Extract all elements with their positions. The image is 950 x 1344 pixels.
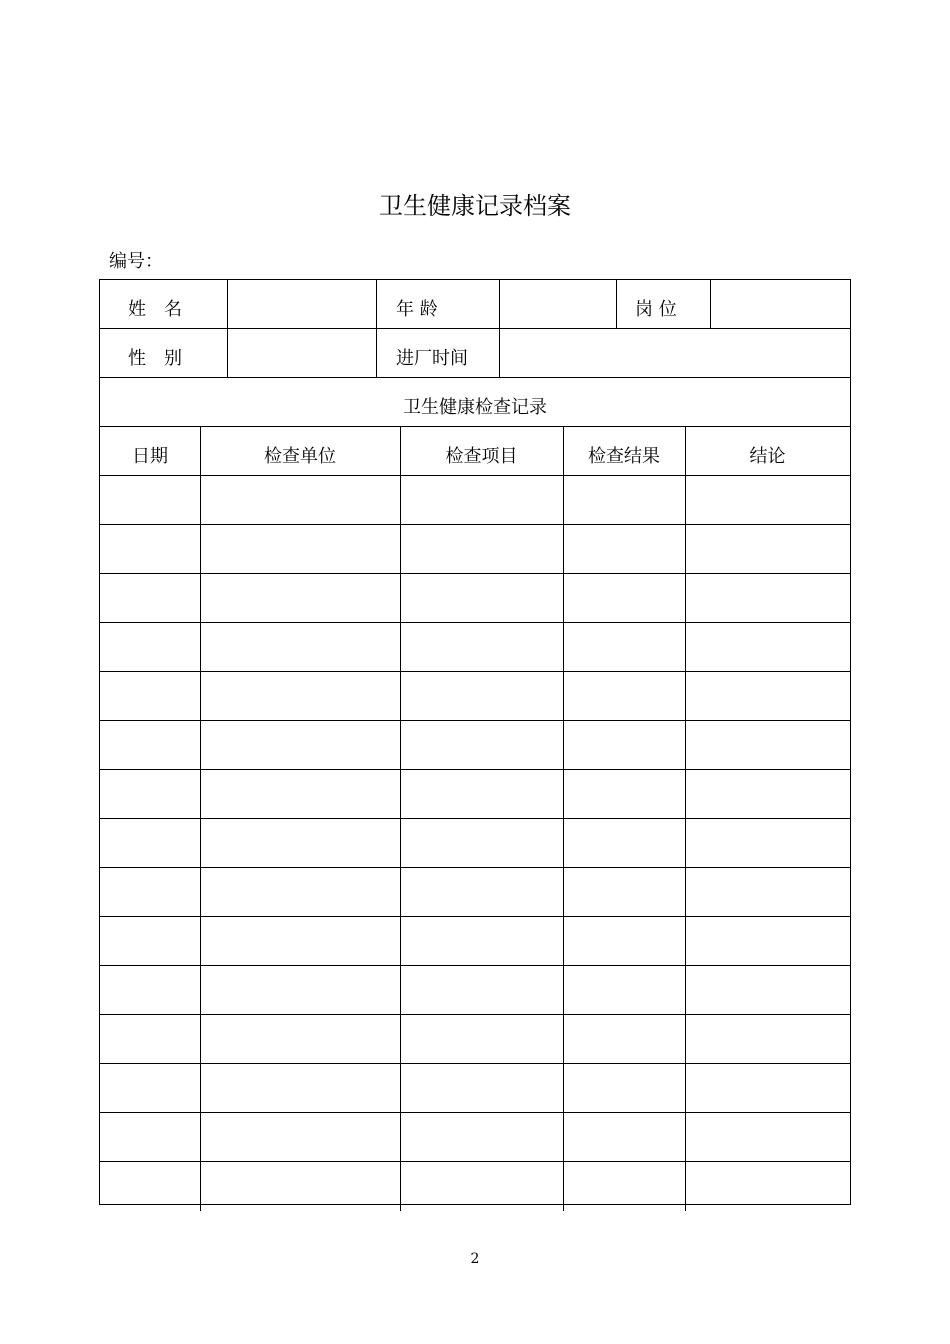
- record-cell[interactable]: [401, 1015, 563, 1063]
- record-cell[interactable]: [686, 721, 850, 769]
- record-cell[interactable]: [101, 574, 200, 622]
- record-cell[interactable]: [101, 819, 200, 867]
- record-cell[interactable]: [201, 1015, 400, 1063]
- column-header-result: 检查结果: [588, 446, 660, 467]
- column-divider: [710, 280, 711, 328]
- record-cell[interactable]: [564, 525, 685, 573]
- record-cell[interactable]: [201, 476, 400, 524]
- column-header-conclusion: 结论: [749, 446, 786, 467]
- record-cell[interactable]: [401, 819, 563, 867]
- record-cell[interactable]: [401, 672, 563, 720]
- record-cell[interactable]: [564, 672, 685, 720]
- record-cell[interactable]: [564, 868, 685, 916]
- record-cell[interactable]: [564, 819, 685, 867]
- column-header-item: 检查项目: [445, 446, 518, 467]
- record-cell[interactable]: [201, 966, 400, 1014]
- record-cell[interactable]: [201, 1162, 400, 1210]
- column-header-date: 日期: [132, 446, 168, 467]
- gender-label: 性 别: [128, 348, 182, 369]
- row-divider: [100, 426, 850, 427]
- record-cell[interactable]: [101, 770, 200, 818]
- record-cell[interactable]: [101, 1113, 200, 1161]
- record-cell[interactable]: [686, 525, 850, 573]
- record-cell[interactable]: [564, 476, 685, 524]
- section-title: 卫生健康检查记录: [403, 397, 547, 418]
- record-cell[interactable]: [564, 1113, 685, 1161]
- record-cell[interactable]: [101, 1064, 200, 1112]
- record-cell[interactable]: [101, 721, 200, 769]
- record-cell[interactable]: [401, 525, 563, 573]
- record-cell[interactable]: [686, 476, 850, 524]
- record-cell[interactable]: [686, 574, 850, 622]
- record-cell[interactable]: [401, 574, 563, 622]
- record-cell[interactable]: [201, 868, 400, 916]
- record-cell[interactable]: [686, 672, 850, 720]
- serial-number-label: 编号：: [109, 251, 163, 272]
- record-cell[interactable]: [564, 770, 685, 818]
- column-divider: [499, 280, 500, 377]
- record-cell[interactable]: [201, 525, 400, 573]
- record-cell[interactable]: [401, 623, 563, 671]
- record-cell[interactable]: [564, 1064, 685, 1112]
- row-divider: [100, 328, 850, 329]
- record-cell[interactable]: [101, 476, 200, 524]
- record-cell[interactable]: [201, 770, 400, 818]
- record-cell[interactable]: [686, 1113, 850, 1161]
- record-cell[interactable]: [686, 623, 850, 671]
- record-cell[interactable]: [401, 1064, 563, 1112]
- record-cell[interactable]: [401, 770, 563, 818]
- column-divider: [376, 280, 377, 377]
- row-divider: [100, 377, 850, 378]
- health-record-table: [99, 279, 851, 1205]
- record-cell[interactable]: [686, 966, 850, 1014]
- record-cell[interactable]: [101, 868, 200, 916]
- record-cell[interactable]: [401, 917, 563, 965]
- record-cell[interactable]: [101, 917, 200, 965]
- record-cell[interactable]: [201, 917, 400, 965]
- record-cell[interactable]: [686, 1015, 850, 1063]
- position-label: 岗 位: [635, 299, 677, 320]
- record-cell[interactable]: [564, 623, 685, 671]
- record-cell[interactable]: [101, 1162, 200, 1210]
- record-cell[interactable]: [564, 1015, 685, 1063]
- record-cell[interactable]: [401, 1162, 563, 1210]
- record-cell[interactable]: [564, 574, 685, 622]
- record-cell[interactable]: [101, 672, 200, 720]
- record-cell[interactable]: [401, 721, 563, 769]
- record-cell[interactable]: [564, 917, 685, 965]
- record-cell[interactable]: [686, 1064, 850, 1112]
- record-cell[interactable]: [101, 525, 200, 573]
- page-number: 2: [470, 1251, 480, 1267]
- record-cell[interactable]: [686, 868, 850, 916]
- column-header-unit: 检查单位: [264, 446, 336, 467]
- age-label: 年 龄: [396, 299, 438, 320]
- record-cell[interactable]: [101, 623, 200, 671]
- record-cell[interactable]: [564, 721, 685, 769]
- record-cell[interactable]: [686, 917, 850, 965]
- record-cell[interactable]: [201, 1064, 400, 1112]
- record-cell[interactable]: [201, 1113, 400, 1161]
- name-label: 姓 名: [128, 299, 182, 320]
- record-cell[interactable]: [686, 819, 850, 867]
- record-cell[interactable]: [401, 868, 563, 916]
- record-cell[interactable]: [201, 672, 400, 720]
- record-cell[interactable]: [401, 476, 563, 524]
- record-cell[interactable]: [401, 1113, 563, 1161]
- record-cell[interactable]: [201, 721, 400, 769]
- column-divider: [227, 280, 228, 377]
- record-cell[interactable]: [564, 1162, 685, 1210]
- record-cell[interactable]: [564, 966, 685, 1014]
- entry-time-label: 进厂时间: [396, 348, 468, 369]
- record-cell[interactable]: [101, 1015, 200, 1063]
- record-cell[interactable]: [201, 623, 400, 671]
- record-cell[interactable]: [686, 770, 850, 818]
- record-cell[interactable]: [201, 819, 400, 867]
- record-cell[interactable]: [401, 966, 563, 1014]
- document-title: 卫生健康记录档案: [379, 192, 571, 220]
- record-cell[interactable]: [686, 1162, 850, 1210]
- record-cell[interactable]: [101, 966, 200, 1014]
- record-cell[interactable]: [201, 574, 400, 622]
- column-divider: [616, 280, 617, 328]
